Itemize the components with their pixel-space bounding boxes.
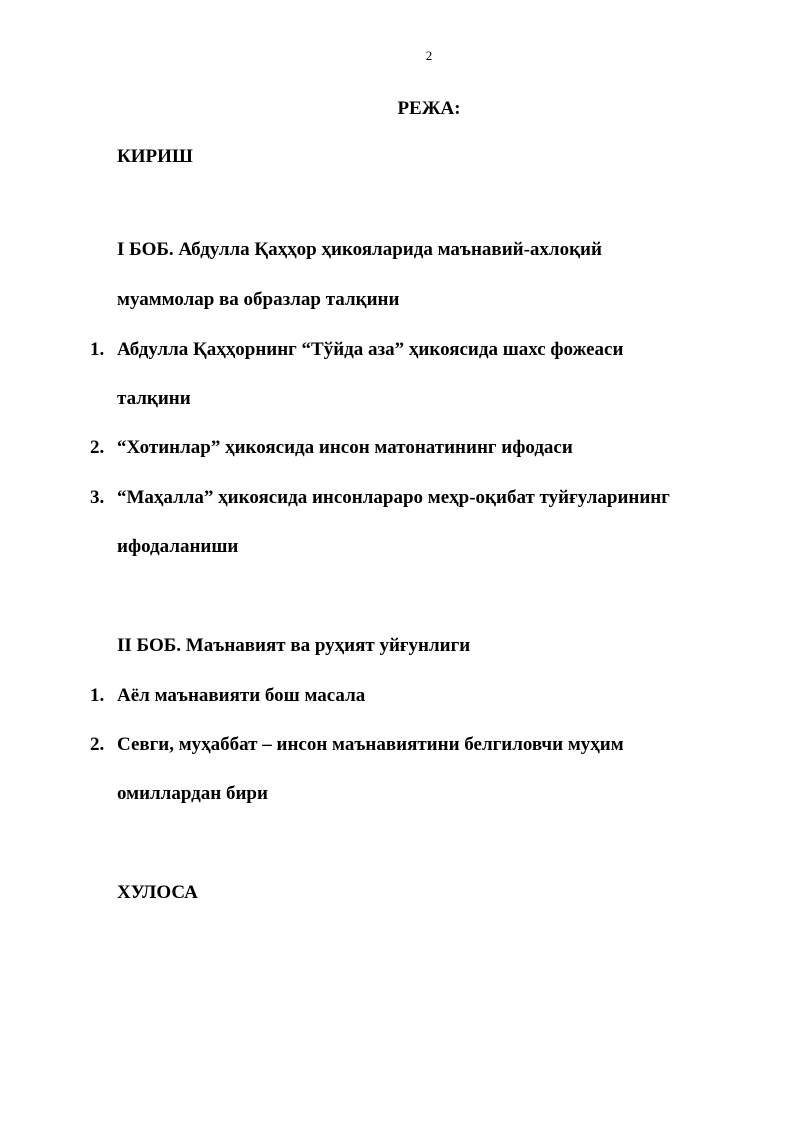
- list-number: 1.: [90, 339, 105, 360]
- list-number: 3.: [90, 487, 105, 508]
- chapter2-item-1: [90, 684, 366, 708]
- chapter1-item-2: [90, 436, 573, 460]
- page-number: 2: [425, 48, 433, 63]
- list-number: 1.: [90, 685, 105, 706]
- chapter1-title-line1: I БОБ. Абдулла Қаҳҳор ҳикояларида маънавий-ахлоқий: [117, 239, 602, 260]
- list-number: 2.: [90, 437, 105, 458]
- list-item-text: Аёл маънавияти бош масала: [117, 685, 366, 706]
- chapter2-item-2: [90, 733, 624, 757]
- list-item-text: “Маҳалла” ҳикоясида инсонлараро меҳр-оқибат туйғуларининг: [117, 487, 670, 508]
- page-title: РЕЖА:: [397, 98, 461, 119]
- list-item-text: Севги, муҳаббат – инсон маънавиятини белгиловчи муҳим: [117, 734, 624, 755]
- list-number: 2.: [90, 734, 105, 755]
- conclusion-heading: ХУЛОСА: [117, 882, 198, 903]
- chapter1-item-1-cont: талқини: [117, 388, 191, 409]
- list-item-text: Абдулла Қаҳҳорнинг “Тўйда аза” ҳикоясида шахс фожеаси: [117, 339, 624, 360]
- intro-heading: КИРИШ: [117, 146, 193, 167]
- list-item-text: “Хотинлар” ҳикоясида инсон матонатининг ифодаси: [117, 437, 573, 458]
- chapter2-item-2-cont: омиллардан бири: [117, 783, 268, 804]
- chapter1-item-1: [90, 338, 624, 362]
- chapter2-title: II БОБ. Маънавият ва руҳият уйғунлиги: [117, 635, 471, 656]
- chapter1-title-line2: муаммолар ва образлар талқини: [117, 289, 400, 310]
- chapter1-item-3-cont: ифодаланиши: [117, 536, 239, 557]
- chapter1-item-3: [90, 486, 670, 510]
